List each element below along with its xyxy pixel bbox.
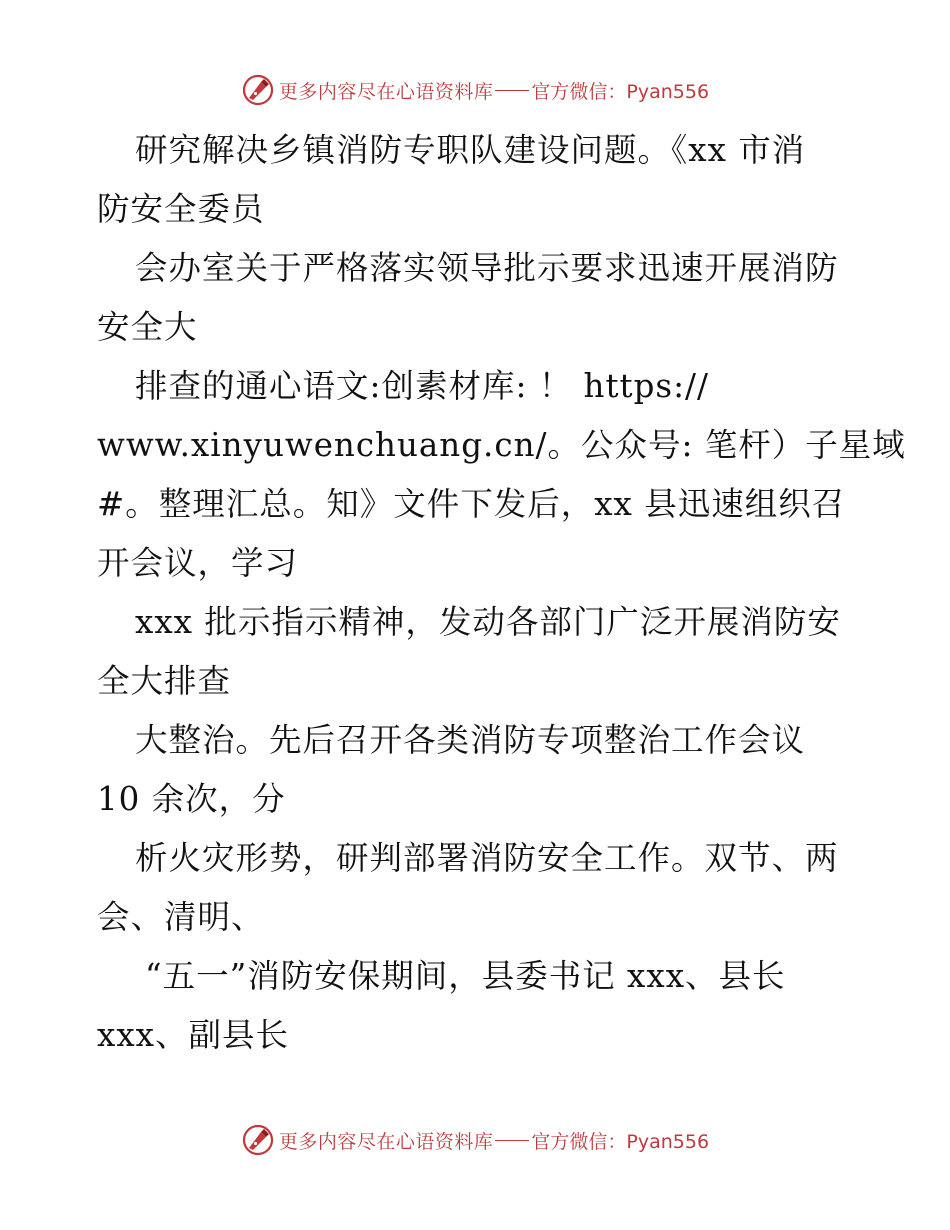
text-line: xxx 批示指示精神，发动各部门广泛开展消防安 [135,603,841,641]
text-line: #。整理汇总。知》文件下发后，xx 县迅速组织召 [97,485,846,523]
text-line: 排查的通心语文:创素材库: ！ https:// [135,367,709,405]
text-line: 10 余次，分 [97,780,286,818]
text-line: www.xinyuwenchuang.cn/。公众号: 笔杆）子星域 [97,426,906,464]
header-banner [0,70,950,110]
banner-title: 更多内容尽在心语资料库 [278,1130,494,1153]
text-line: 防安全委员 [97,190,265,228]
pen-nib-logo-icon [241,73,275,107]
pen-nib-logo-icon [241,1123,275,1157]
text-line: 会、清明、 [97,898,265,936]
document-body [97,121,906,1065]
banner-wechat: 官方微信：Pyan556 [531,80,710,103]
text-line: 安全大 [97,308,198,346]
banner-title: 更多内容尽在心语资料库 [278,80,494,103]
text-line: 析火灾形势，研判部署消防安全工作。双节、两 [135,839,839,877]
text-line: 大整治。先后召开各类消防专项整治工作会议 [135,721,806,759]
text-line: 开会议，学习 [97,544,299,582]
text-line: xxx、副县长 [97,1016,289,1054]
banner-divider [495,1140,529,1141]
banner-wechat: 官方微信：Pyan556 [531,1130,710,1153]
footer-banner [0,1120,950,1160]
text-line: 会办室关于严格落实领导批示要求迅速开展消防 [135,249,839,287]
text-line: 全大排查 [97,662,232,700]
text-line: 研究解决乡镇消防专职队建设问题。《xx 市消 [135,131,806,169]
banner-divider [495,90,529,91]
text-line: “五一”消防安保期间，县委书记 xxx、县长 [145,957,786,995]
